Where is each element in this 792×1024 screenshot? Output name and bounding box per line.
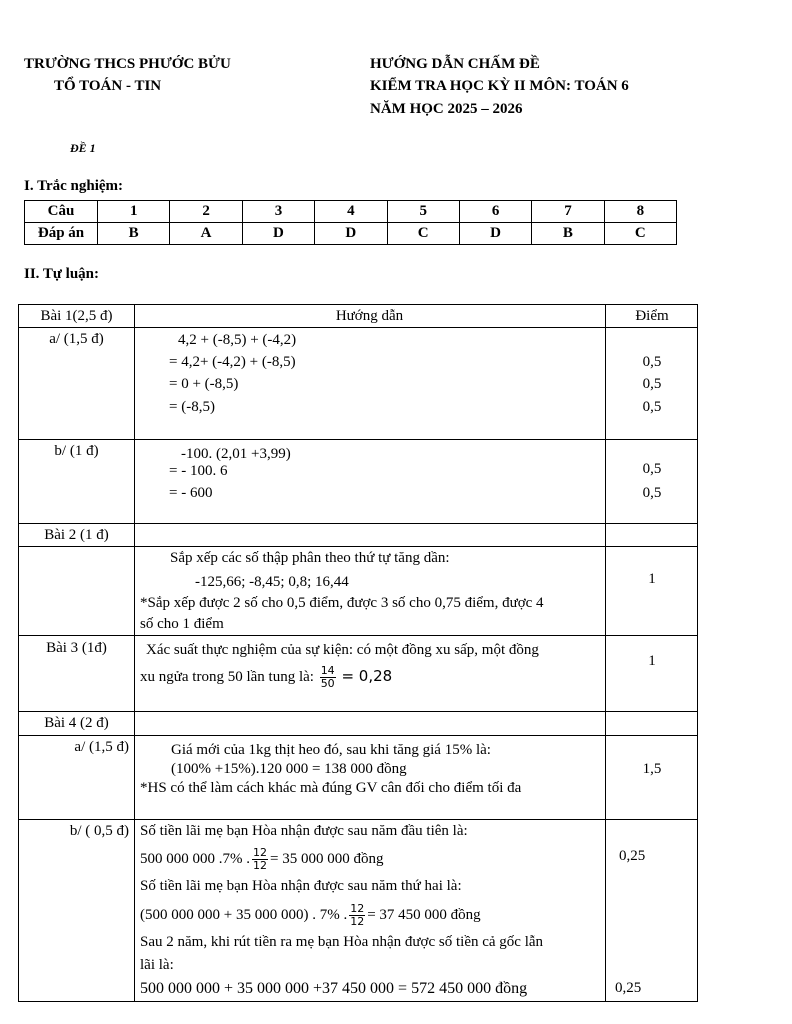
- exam-subtitle: KIỂM TRA HỌC KỲ II MÔN: TOÁN 6: [370, 78, 629, 94]
- bai4-b-line: Số tiền lãi mẹ bạn Hòa nhận được sau năm thứ hai là:: [140, 878, 462, 894]
- bai4-b-line: lãi là:: [140, 957, 174, 973]
- answer-value: B: [98, 223, 170, 245]
- probability-fraction: [320, 665, 336, 690]
- bai2-line: -125,66; -8,45; 0,8; 16,44: [195, 574, 349, 590]
- bai3-line: Xác suất thực nghiệm của sự kiện: có một đồng xu sấp, một đồng: [146, 642, 539, 658]
- column-divider: [134, 305, 135, 1001]
- score: 0,5: [642, 485, 662, 501]
- score: 0,5: [642, 354, 662, 370]
- bai3-line: [140, 665, 392, 690]
- bai1-b-line: = - 600: [169, 485, 213, 501]
- fraction-denominator: 50: [320, 677, 335, 691]
- question-number: 5: [387, 201, 459, 223]
- question-row: [25, 201, 677, 223]
- guide-column-header: Hướng dẫn: [335, 308, 404, 324]
- question-number: 2: [170, 201, 242, 223]
- question-number: 7: [532, 201, 604, 223]
- interest-fraction: [349, 903, 365, 928]
- probability-result: = 0,28: [341, 667, 393, 685]
- fraction-denominator: 12: [253, 859, 267, 872]
- bai3-label: Bài 3 (1đ): [46, 640, 107, 656]
- answer-row: [25, 223, 677, 245]
- score: 1: [648, 653, 656, 669]
- bai4-label: Bài 4 (2 đ): [44, 715, 109, 731]
- score: 0,25: [619, 848, 646, 864]
- bai4-a-line: (100% +15%).120 000 = 138 000 đồng: [171, 761, 407, 777]
- doc-title: HƯỚNG DẪN CHẤM ĐỀ: [370, 56, 540, 72]
- bai1-a-line: 4,2 + (-8,5) + (-4,2): [178, 332, 297, 348]
- score: 1,5: [642, 761, 662, 777]
- answer-label: Đáp án: [25, 223, 98, 245]
- bai1-b-line: -100. (2,01 +3,99): [181, 446, 291, 462]
- part1-heading: I. Trắc nghiệm:: [24, 178, 124, 194]
- answer-key-table: [24, 200, 677, 245]
- school-name: TRƯỜNG THCS PHƯỚC BỬU: [24, 56, 231, 72]
- bai2-line: Sắp xếp các số thập phân theo thứ tự tăng dần:: [170, 550, 450, 566]
- bai4-a-label: a/ (1,5 đ): [74, 739, 129, 755]
- bai1-label: Bài 1(2,5 đ): [40, 308, 113, 324]
- bai4-b-line: 500 000 000 + 35 000 000 +37 450 000 = 572 450 000 đồng: [140, 980, 528, 997]
- bai4-b-line: Sau 2 năm, khi rút tiền ra mẹ bạn Hòa nhận được số tiền cả gốc lẫn: [140, 934, 544, 950]
- fraction-numerator: 12: [350, 902, 365, 915]
- interest-fraction: [252, 847, 268, 872]
- bai4-b-line: Số tiền lãi mẹ bạn Hòa nhận được sau năm đầu tiên là:: [140, 823, 468, 839]
- bai4-b-label: b/ ( 0,5 đ): [69, 823, 129, 839]
- score: 0,5: [642, 461, 662, 477]
- row-divider: [19, 635, 697, 636]
- score: 0,5: [642, 399, 662, 415]
- answer-value: A: [170, 223, 242, 245]
- bai2-label: Bài 2 (1 đ): [44, 527, 109, 543]
- question-number: 6: [459, 201, 531, 223]
- bai1-a-label: a/ (1,5 đ): [49, 331, 104, 347]
- bai4-b-text: 500 000 000 .7% .: [140, 850, 250, 867]
- exam-code: ĐỀ 1: [70, 141, 96, 155]
- score: 1: [648, 571, 656, 587]
- bai4-b-line: [140, 903, 481, 928]
- bai4-b-line: [140, 847, 383, 872]
- score-column-header: Điểm: [635, 308, 669, 324]
- bai1-a-line: = 0 + (-8,5): [169, 376, 239, 392]
- bai4-a-line: *HS có thể làm cách khác mà đúng GV cân đối cho điểm tối đa: [140, 780, 522, 796]
- answer-value: B: [532, 223, 604, 245]
- part2-heading: II. Tự luận:: [24, 266, 100, 282]
- question-label: Câu: [25, 201, 98, 223]
- grading-table: [18, 304, 698, 1002]
- bai2-line: *Sắp xếp được 2 số cho 0,5 điểm, được 3 số cho 0,75 điểm, được 4: [140, 595, 544, 611]
- bai3-text: xu ngửa trong 50 lần tung là:: [140, 669, 314, 685]
- bai4-a-line: Giá mới của 1kg thịt heo đó, sau khi tăng giá 15% là:: [171, 742, 491, 758]
- fraction-numerator: 12: [253, 846, 267, 859]
- answer-value: C: [387, 223, 459, 245]
- bai4-b-text: = 37 450 000 đồng: [367, 906, 481, 923]
- question-number: 1: [98, 201, 170, 223]
- bai2-line: số cho 1 điểm: [140, 616, 224, 632]
- fraction-numerator: 14: [320, 664, 335, 678]
- bai4-b-text: (500 000 000 + 35 000 000) . 7% .: [140, 906, 348, 923]
- question-number: 4: [315, 201, 387, 223]
- bai1-a-line: = (-8,5): [169, 399, 215, 415]
- bai1-a-line: = 4,2+ (-4,2) + (-8,5): [169, 354, 296, 370]
- answer-value: C: [604, 223, 676, 245]
- answer-value: D: [459, 223, 531, 245]
- school-year: NĂM HỌC 2025 – 2026: [370, 101, 523, 117]
- department-name: TỔ TOÁN - TIN: [54, 78, 162, 94]
- bai1-b-line: = - 100. 6: [169, 463, 228, 479]
- bai4-b-text: = 35 000 000 đồng: [270, 850, 384, 867]
- score: 0,25: [615, 980, 642, 996]
- answer-value: D: [315, 223, 387, 245]
- bai1-b-label: b/ (1 đ): [54, 443, 99, 459]
- answer-value: D: [242, 223, 314, 245]
- question-number: 3: [242, 201, 314, 223]
- fraction-denominator: 12: [350, 915, 365, 928]
- score: 0,5: [642, 376, 662, 392]
- question-number: 8: [604, 201, 676, 223]
